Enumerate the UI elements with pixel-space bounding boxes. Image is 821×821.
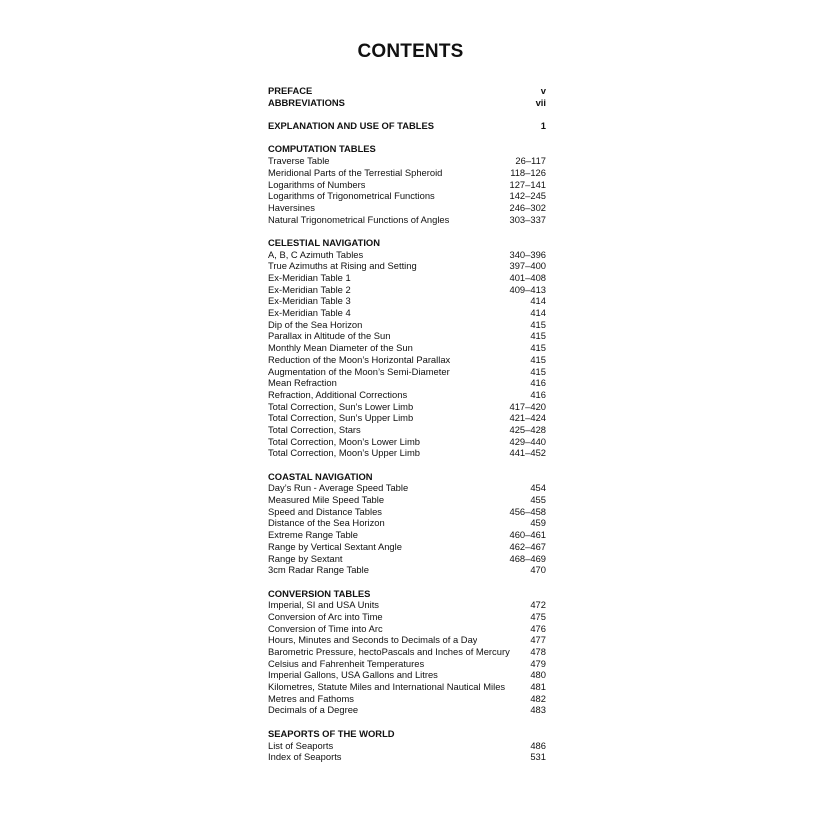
toc-entry <box>268 179 546 191</box>
page-number: 415 <box>530 365 546 377</box>
page-number: 127–141 <box>509 178 546 190</box>
toc-entry <box>268 529 546 541</box>
entry-title: Ex-Meridian Table 2 <box>268 283 351 295</box>
toc-entry <box>268 553 546 565</box>
spacer <box>268 108 546 120</box>
toc-entry <box>268 354 546 366</box>
entry-title: Distance of the Sea Horizon <box>268 517 385 529</box>
toc-entry <box>268 295 546 307</box>
section-heading-row <box>268 143 546 155</box>
section-heading: SEAPORTS OF THE WORLD <box>268 727 395 739</box>
page-number: 397–400 <box>509 260 546 272</box>
toc-entry <box>268 190 546 202</box>
entry-title: Parallax in Altitude of the Sun <box>268 330 391 342</box>
page-number: 409–413 <box>509 283 546 295</box>
section-heading: PREFACE <box>268 85 313 96</box>
entry-title: List of Seaports <box>268 739 334 751</box>
entry-title: Total Correction, Sun’s Lower Limb <box>268 400 414 412</box>
spacer <box>268 132 546 144</box>
toc-entry <box>268 436 546 448</box>
section-heading: ABBREVIATIONS <box>268 96 345 108</box>
entry-title: Reduction of the Moon’s Horizontal Parallax <box>268 353 451 365</box>
section-heading: COMPUTATION TABLES <box>268 143 376 155</box>
entry-title: Natural Trigonometrical Functions of Angles <box>268 213 450 225</box>
toc-entry <box>268 272 546 284</box>
toc-entry <box>268 366 546 378</box>
entry-title: Conversion of Arc into Time <box>268 610 383 622</box>
toc-entry <box>268 693 546 705</box>
entry-title: Logarithms of Trigonometrical Functions <box>268 190 435 202</box>
section-heading: CONVERSION TABLES <box>268 587 371 599</box>
page-number: 421–424 <box>509 412 546 424</box>
toc-entry <box>268 599 546 611</box>
entry-title: Total Correction, Moon’s Lower Limb <box>268 435 420 447</box>
page-number: 459 <box>530 517 546 529</box>
toc-entry <box>268 506 546 518</box>
page-number: 456–458 <box>509 505 546 517</box>
entry-title: A, B, C Azimuth Tables <box>268 248 364 260</box>
toc-entry <box>268 342 546 354</box>
toc-entry <box>268 401 546 413</box>
page-number: 425–428 <box>509 423 546 435</box>
entry-title: Conversion of Time into Arc <box>268 622 383 634</box>
page-number: 417–420 <box>509 400 546 412</box>
toc-entry <box>268 634 546 646</box>
entry-title: Total Correction, Stars <box>268 423 361 435</box>
page-number: 415 <box>530 342 546 354</box>
toc-entry <box>268 658 546 670</box>
page-number: 303–337 <box>509 213 546 225</box>
toc-entry <box>268 541 546 553</box>
section-heading-row <box>268 728 546 740</box>
entry-title: Day’s Run - Average Speed Table <box>268 482 409 494</box>
section-heading-row <box>268 120 546 132</box>
entry-title: Logarithms of Numbers <box>268 178 366 190</box>
entry-title: Haversines <box>268 201 315 213</box>
page-number: 479 <box>530 657 546 669</box>
page-number: 246–302 <box>509 201 546 213</box>
page-number: 414 <box>530 307 546 319</box>
entry-title: Imperial Gallons, USA Gallons and Litres <box>268 669 438 681</box>
entry-title: Speed and Distance Tables <box>268 505 382 517</box>
page-number: 472 <box>530 599 546 611</box>
page-number: 482 <box>530 692 546 704</box>
page-number: 415 <box>530 318 546 330</box>
toc-entry <box>268 249 546 261</box>
toc-entry <box>268 623 546 635</box>
toc-entry <box>268 611 546 623</box>
entry-title: Refraction, Additional Corrections <box>268 388 408 400</box>
entry-title: Barometric Pressure, hectoPascals and Inches of Mercury <box>268 646 510 657</box>
toc-entry <box>268 214 546 226</box>
page-number: 455 <box>530 494 546 506</box>
entry-title: Range by Vertical Sextant Angle <box>268 540 402 552</box>
entry-title: Hours, Minutes and Seconds to Decimals of a Day <box>268 634 478 646</box>
front-matter-entry <box>268 97 546 109</box>
toc-entry <box>268 377 546 389</box>
spacer <box>268 716 546 728</box>
spacer <box>268 459 546 471</box>
entry-title: Total Correction, Sun’s Upper Limb <box>268 412 414 424</box>
toc-entry <box>268 704 546 716</box>
entry-title: Mean Refraction <box>268 377 337 389</box>
page-number: 416 <box>530 377 546 389</box>
page-number: 415 <box>530 330 546 342</box>
page-number: 454 <box>530 482 546 494</box>
toc-entry <box>268 517 546 529</box>
section-heading: COASTAL NAVIGATION <box>268 470 373 482</box>
toc-entry <box>268 260 546 272</box>
entry-title: Augmentation of the Moon’s Semi-Diameter <box>268 365 450 377</box>
entry-title: Ex-Meridian Table 3 <box>268 295 351 307</box>
page-number: 478 <box>530 646 546 657</box>
toc-entry <box>268 284 546 296</box>
spacer <box>268 225 546 237</box>
entry-title: Measured Mile Speed Table <box>268 494 385 506</box>
toc-entry <box>268 330 546 342</box>
page-number: 477 <box>530 634 546 646</box>
page-number: 462–467 <box>509 540 546 552</box>
section-heading: EXPLANATION AND USE OF TABLES <box>268 120 434 132</box>
entry-title: Decimals of a Degree <box>268 704 359 716</box>
entry-title: Monthly Mean Diameter of the Sun <box>268 342 413 354</box>
entry-title: Range by Sextant <box>268 552 343 564</box>
section-heading-row <box>268 588 546 600</box>
entry-title: Meridional Parts of the Terrestial Spheroid <box>268 166 443 178</box>
entry-title: Imperial, SI and USA Units <box>268 599 379 611</box>
section-heading-row <box>268 471 546 483</box>
page-number: 416 <box>530 388 546 400</box>
page-number: 468–469 <box>509 552 546 564</box>
entry-title: Index of Seaports <box>268 751 342 763</box>
page-number: 415 <box>530 353 546 365</box>
page-number: 476 <box>530 622 546 634</box>
toc-entry <box>268 307 546 319</box>
entry-title: Extreme Range Table <box>268 529 358 541</box>
entry-title: Dip of the Sea Horizon <box>268 318 363 330</box>
entry-title: Ex-Meridian Table 1 <box>268 272 351 283</box>
page-number: 531 <box>530 751 546 763</box>
page-number: 142–245 <box>509 190 546 202</box>
table-of-contents <box>268 85 546 763</box>
toc-entry <box>268 167 546 179</box>
page-number: 401–408 <box>509 272 546 283</box>
page-number: 26–117 <box>515 155 546 167</box>
entry-title: True Azimuths at Rising and Setting <box>268 260 417 272</box>
page-number: vii <box>535 96 546 108</box>
page-number: 470 <box>530 564 546 576</box>
entry-title: Celsius and Fahrenheit Temperatures <box>268 657 425 669</box>
toc-entry <box>268 681 546 693</box>
toc-entry <box>268 494 546 506</box>
page-number: 1 <box>540 120 546 132</box>
page-number: 480 <box>530 669 546 681</box>
entry-title: Total Correction, Moon’s Upper Limb <box>268 447 420 459</box>
page-title: CONTENTS <box>357 41 464 62</box>
page-number: v <box>540 85 546 96</box>
page-number: 481 <box>530 681 546 693</box>
spacer <box>268 576 546 588</box>
entry-title: Traverse Table <box>268 155 330 167</box>
toc-entry <box>268 202 546 214</box>
page-number: 429–440 <box>509 435 546 447</box>
page-number: 483 <box>530 704 546 716</box>
toc-entry <box>268 412 546 424</box>
entry-title: Ex-Meridian Table 4 <box>268 307 351 319</box>
toc-entry <box>268 646 546 658</box>
toc-entry <box>268 751 546 763</box>
page-number: 340–396 <box>509 248 546 260</box>
toc-entry <box>268 319 546 331</box>
toc-entry <box>268 669 546 681</box>
section-heading: CELESTIAL NAVIGATION <box>268 236 380 248</box>
front-matter-entry <box>268 85 546 97</box>
page-number: 118–126 <box>510 166 546 178</box>
toc-entry <box>268 564 546 576</box>
page-number: 460–461 <box>509 529 546 541</box>
page-number: 441–452 <box>509 447 546 459</box>
toc-entry <box>268 389 546 401</box>
entry-title: 3cm Radar Range Table <box>268 564 369 576</box>
toc-entry <box>268 740 546 752</box>
toc-entry <box>268 155 546 167</box>
page-number: 414 <box>530 295 546 307</box>
toc-entry <box>268 447 546 459</box>
toc-entry <box>268 424 546 436</box>
page-number: 486 <box>530 739 546 751</box>
section-heading-row <box>268 237 546 249</box>
toc-entry <box>268 482 546 494</box>
entry-title: Kilometres, Statute Miles and International Nautical Miles <box>268 681 506 693</box>
page-number: 475 <box>530 610 546 622</box>
entry-title: Metres and Fathoms <box>268 692 354 704</box>
